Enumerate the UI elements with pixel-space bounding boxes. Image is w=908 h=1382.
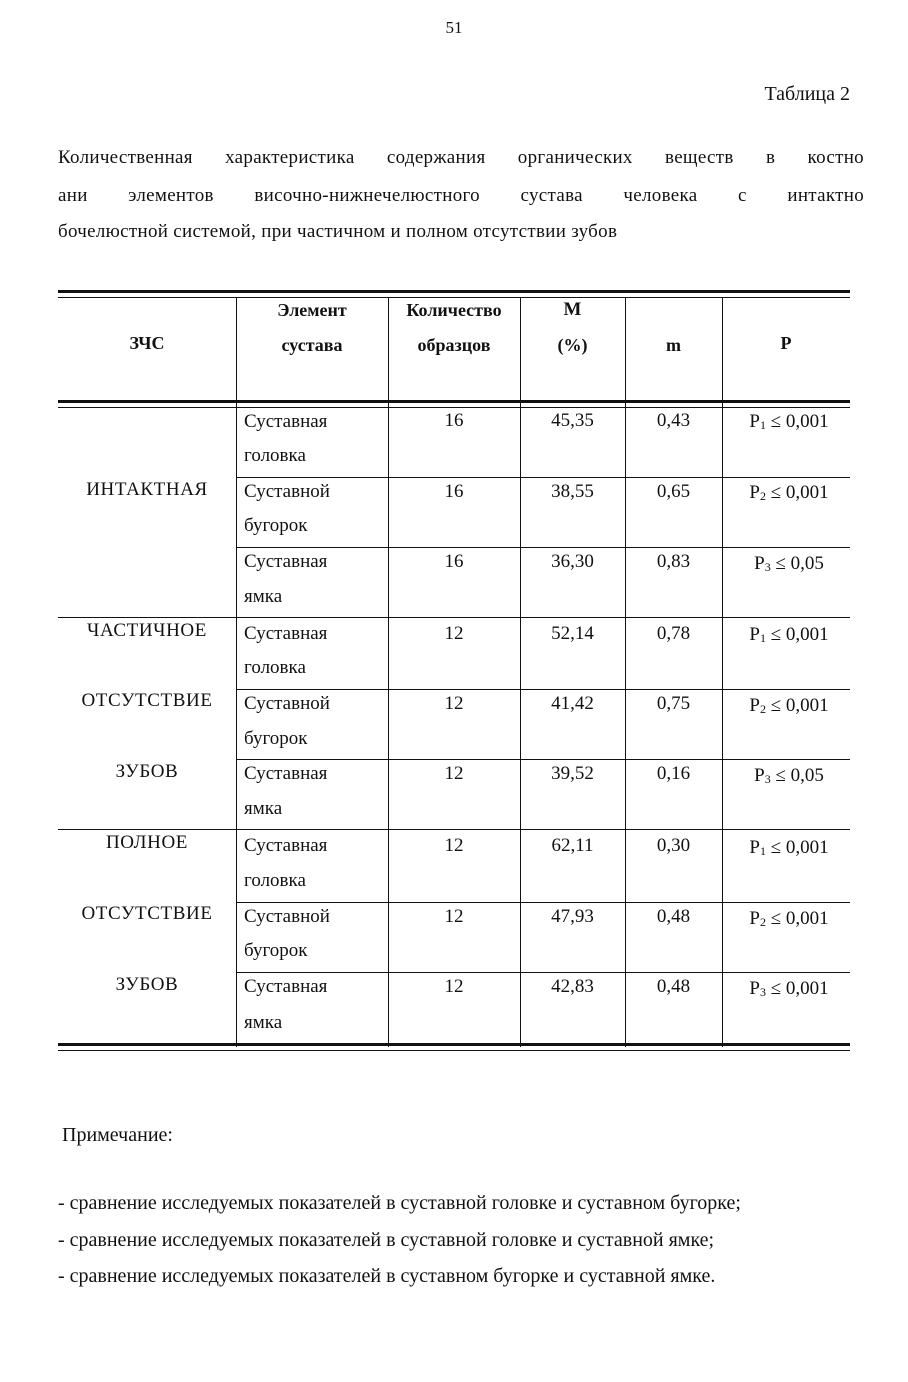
note-item: - сравнение исследуемых показателей в суставной головке и суставной ямке; [58, 1229, 715, 1251]
header-count-line-2: образцов [417, 335, 491, 355]
cell-p: $Р_2 \le 0,001$ [749, 482, 829, 503]
group-label-intact: ИНТАКТНАЯ [86, 479, 208, 500]
cell-count: 12 [444, 835, 464, 856]
table-bottom-rule-thin [58, 1050, 850, 1051]
cell-mean: 41,42 [551, 693, 594, 714]
cell-element: Суставная [244, 623, 328, 644]
caption-line-2: ани элементов височно-нижнечелюстного сустава человека с интактно [58, 185, 864, 206]
page-number: 51 [445, 18, 463, 37]
cell-error: 0,75 [656, 693, 691, 714]
cell-mean: 38,55 [551, 481, 594, 502]
cell-count: 16 [444, 481, 464, 502]
cell-element: Суставная [244, 976, 328, 997]
column-divider [236, 297, 237, 1047]
cell-error: 0,30 [656, 835, 691, 856]
cell-element: Суставная [244, 763, 328, 784]
cell-element: бугорок [244, 940, 308, 961]
cell-element: головка [244, 657, 306, 678]
group-label-partial: ОТСУТСТВИЕ [81, 690, 213, 711]
cell-mean: 47,93 [551, 906, 594, 927]
cell-count: 16 [444, 410, 464, 431]
column-divider [722, 297, 723, 1047]
header-mean-line-2: (%) [557, 335, 588, 355]
header-bottom-rule-thin [58, 407, 850, 408]
group-separator [58, 829, 850, 830]
cell-element: головка [244, 445, 306, 466]
cell-element: Суставной [244, 906, 330, 927]
cell-element: бугорок [244, 515, 308, 536]
cell-count: 12 [444, 976, 464, 997]
cell-mean: 42,83 [551, 976, 594, 997]
group-label-partial: ЗУБОВ [115, 761, 179, 782]
cell-error: 0,16 [656, 763, 691, 784]
cell-p: $Р_3 \le 0,001$ [749, 978, 829, 999]
caption-line-3: бочелюстной системой, при частичном и полном отсутствии зубов [58, 221, 618, 242]
header-zchs: ЗЧС [129, 333, 165, 353]
cell-mean: 39,52 [551, 763, 594, 784]
group-label-full: ПОЛНОЕ [105, 832, 189, 853]
cell-element: ямка [244, 798, 283, 819]
cell-element: Суставной [244, 481, 330, 502]
header-p: Р [780, 333, 792, 353]
cell-element: ямка [244, 1012, 283, 1033]
cell-p: $Р_2 \le 0,001$ [749, 695, 829, 716]
header-bottom-rule [58, 400, 850, 403]
cell-element: головка [244, 870, 306, 891]
cell-p: $Р_1 \le 0,001$ [749, 624, 829, 645]
cell-count: 16 [444, 551, 464, 572]
cell-p: $Р_3 \le 0,05$ [754, 553, 824, 574]
cell-p: $Р_3 \le 0,05$ [754, 765, 824, 786]
header-count-line-1: Количество [406, 300, 502, 320]
header-mean-line-1: М [563, 299, 582, 320]
cell-count: 12 [444, 763, 464, 784]
header-element-line-2: сустава [281, 335, 343, 355]
group-label-partial: ЧАСТИЧНОЕ [87, 620, 207, 641]
cell-element: ямка [244, 586, 283, 607]
note-item: - сравнение исследуемых показателей в суставном бугорке и суставной ямке. [58, 1265, 716, 1287]
table-label: Таблица 2 [764, 83, 850, 105]
group-label-full: ОТСУТСТВИЕ [81, 903, 213, 924]
cell-p: $Р_1 \le 0,001$ [749, 837, 829, 858]
cell-error: 0,83 [656, 551, 691, 572]
cell-error: 0,48 [656, 976, 691, 997]
header-error: m [666, 335, 681, 355]
cell-count: 12 [444, 693, 464, 714]
caption-line-1: Количественная характеристика содержания органических веществ в костно [58, 147, 864, 168]
cell-element: Суставная [244, 411, 328, 432]
table-bottom-rule [58, 1043, 850, 1046]
cell-error: 0,43 [656, 410, 691, 431]
cell-count: 12 [444, 623, 464, 644]
note-title: Примечание: [62, 1124, 173, 1146]
group-label-full: ЗУБОВ [115, 974, 179, 995]
cell-p: $Р_2 \le 0,001$ [749, 908, 829, 929]
cell-element: Суставная [244, 551, 328, 572]
cell-count: 12 [444, 906, 464, 927]
header-element-line-1: Элемент [277, 300, 347, 320]
cell-element: Суставной [244, 693, 330, 714]
group-separator [58, 617, 850, 618]
cell-mean: 52,14 [551, 623, 594, 644]
cell-element: бугорок [244, 728, 308, 749]
cell-mean: 36,30 [551, 551, 594, 572]
cell-element: Суставная [244, 835, 328, 856]
cell-mean: 62,11 [551, 835, 594, 856]
cell-p: $Р_1 \le 0,001$ [749, 411, 829, 432]
cell-error: 0,78 [656, 623, 691, 644]
cell-error: 0,48 [656, 906, 691, 927]
cell-mean: 45,35 [551, 410, 594, 431]
cell-error: 0,65 [656, 481, 691, 502]
note-item: - сравнение исследуемых показателей в суставной головке и суставном бугорке; [58, 1192, 741, 1214]
